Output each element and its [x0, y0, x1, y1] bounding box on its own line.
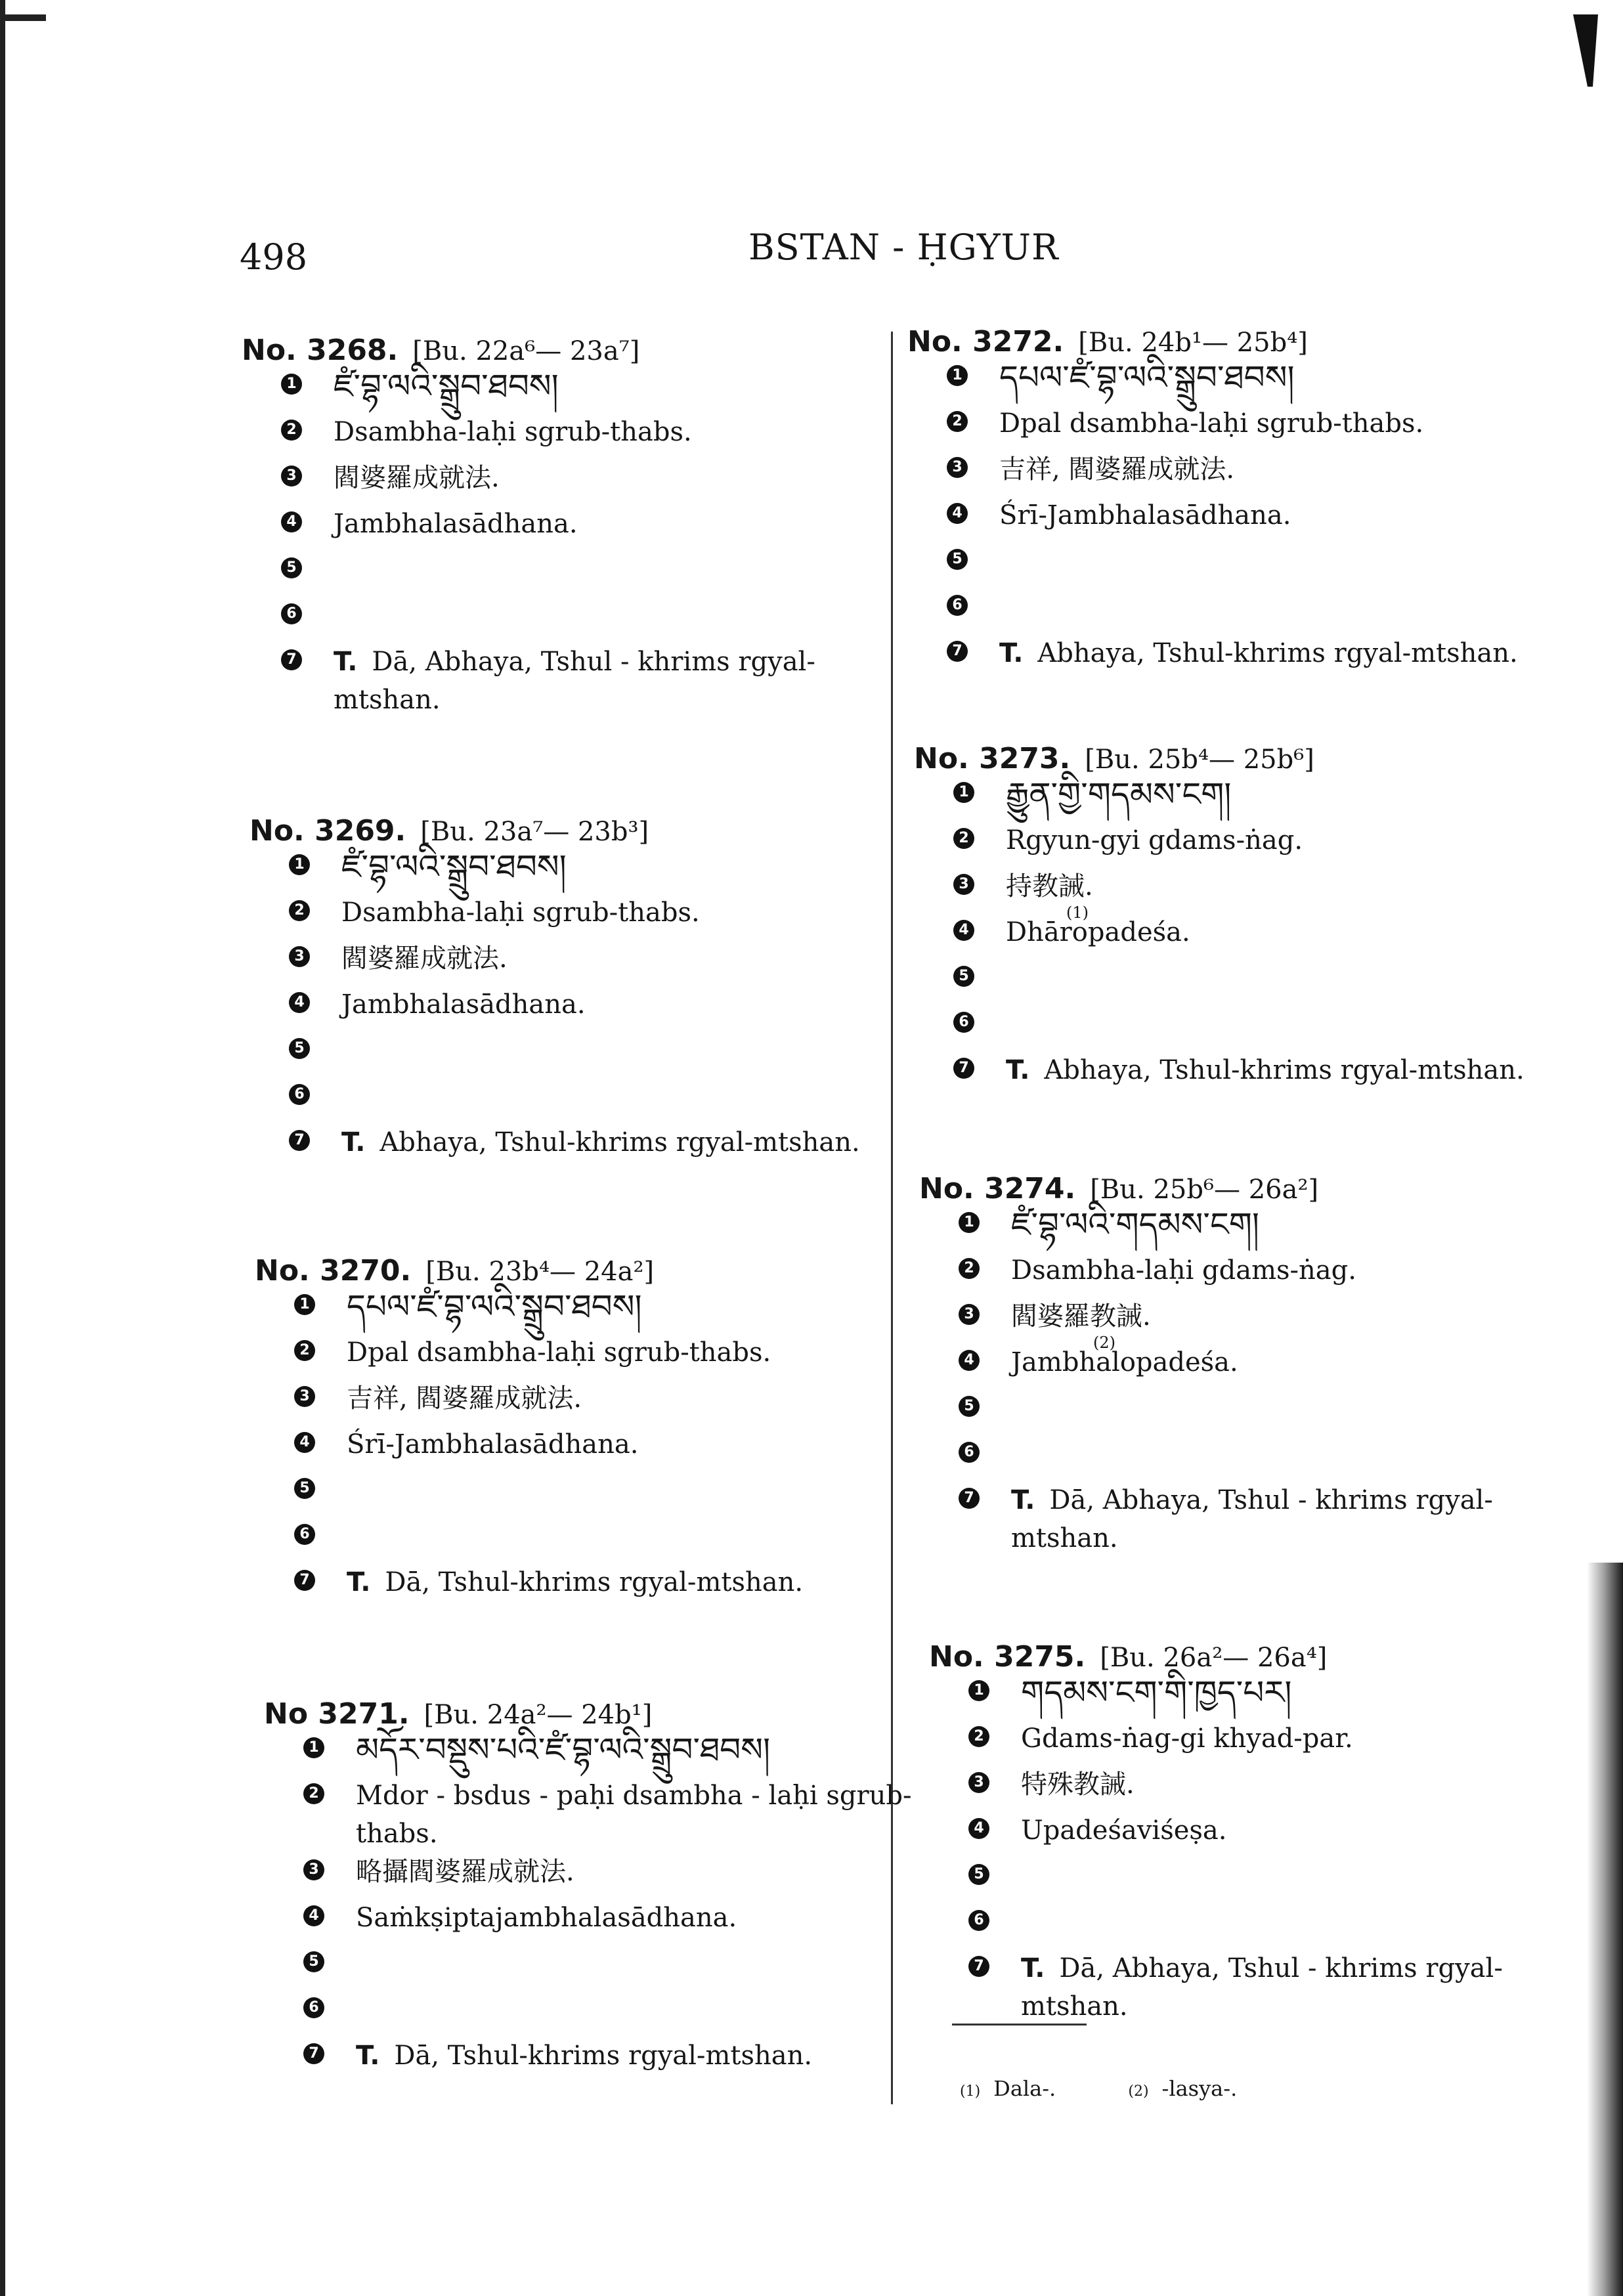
- row-sanskrit: [289, 986, 860, 1031]
- catalog-entry: [907, 325, 1518, 680]
- entry-number: No. 3269.: [249, 814, 406, 848]
- number-5-icon: 5: [281, 557, 302, 578]
- transliteration: Gdams-ṅag-gi khyad-par.: [1021, 1723, 1353, 1754]
- row-5: [959, 1389, 1493, 1435]
- transliteration: Mdor - bsdus - paḥi dsambha - laḥi sgrub-: [356, 1781, 912, 1811]
- scan-border-mark: [0, 0, 5, 2296]
- number-1-icon: 1: [281, 374, 302, 395]
- transliteration: Dsambha-laḥi sgrub-thabs.: [334, 417, 692, 447]
- row-chinese: [959, 1297, 1493, 1352]
- number-1-icon: 1: [289, 854, 310, 875]
- number-2-icon: 2: [303, 1783, 324, 1804]
- number-2-icon: 2: [281, 420, 302, 441]
- catalog-entry: [914, 742, 1525, 1097]
- catalog-entry: [242, 334, 815, 719]
- number-7-icon: 7: [289, 1130, 310, 1151]
- row-translators: [968, 1949, 1503, 2025]
- row-tibetan: [281, 367, 815, 413]
- number-3-icon: 3: [289, 946, 310, 967]
- entry-header: [242, 334, 815, 367]
- catalog-entry: [929, 1640, 1503, 2025]
- translators: Dā, Abhaya, Tshul - khrims rgyal-: [372, 647, 815, 677]
- footnote-ref-2: (2): [1093, 1333, 1115, 1352]
- tibetan-title: གདམས་ངག་གི་ཁྱད་པར།: [1021, 1674, 1292, 1712]
- row-5: [281, 551, 815, 597]
- number-3-icon: 3: [281, 466, 302, 487]
- sanskrit-title: Śrī-Jambhalasādhana.: [999, 500, 1291, 531]
- translator-marker: T.: [334, 647, 358, 677]
- number-2-icon: 2: [959, 1258, 980, 1279]
- sanskrit-title: Dhāropadeśa.: [1006, 917, 1190, 947]
- tibetan-title: ཛཾ་བྷ་ལའི་སྒྲུབ་ཐབས།: [334, 367, 559, 405]
- tibetan-title: དཔལ་ཛཾ་བྷ་ལའི་སྒྲུབ་ཐབས།: [999, 358, 1295, 397]
- number-1-icon: 1: [294, 1294, 315, 1315]
- translator-marker: T.: [1021, 1953, 1045, 1983]
- number-4-icon: 4: [947, 503, 968, 524]
- translators: Abhaya, Tshul-khrims rgyal-mtshan.: [1044, 1055, 1525, 1085]
- number-4-icon: 4: [289, 992, 310, 1013]
- translators-continued: mtshan.: [1011, 1523, 1118, 1553]
- number-4-icon: 4: [968, 1818, 989, 1839]
- sanskrit-title: Jambhalopadeśa.: [1011, 1347, 1238, 1377]
- translators: Abhaya, Tshul-khrims rgyal-mtshan.: [379, 1127, 860, 1158]
- scan-corner-mark: [5, 14, 46, 21]
- entry-ref: [Bu. 25b⁴— 25b⁶]: [1085, 745, 1314, 775]
- number-5-icon: 5: [303, 1951, 324, 1972]
- entry-header: [907, 325, 1518, 358]
- row-6: [303, 1991, 912, 2037]
- row-tibetan: [953, 775, 1525, 821]
- translators: Dā, Tshul-khrims rgyal-mtshan.: [394, 2041, 813, 2071]
- row-chinese: [294, 1379, 803, 1425]
- footnote-marker: (2): [1128, 2083, 1149, 2100]
- translators: Dā, Abhaya, Tshul - khrims rgyal-: [1059, 1953, 1503, 1983]
- row-translators: [281, 643, 815, 719]
- catalog-entry: [264, 1697, 912, 2083]
- row-chinese: [953, 867, 1525, 922]
- translator-marker: T.: [999, 638, 1024, 668]
- number-7-icon: 7: [303, 2043, 324, 2064]
- tibetan-title: ཛཾ་བྷ་ལའི་སྒྲུབ་ཐབས།: [341, 848, 567, 886]
- chinese-title: 閻婆羅成就法.: [341, 943, 508, 974]
- row-translators: [303, 2037, 912, 2083]
- row-5: [294, 1471, 803, 1517]
- number-3-icon: 3: [959, 1304, 980, 1325]
- entry-header: [264, 1697, 912, 1731]
- number-2-icon: 2: [947, 411, 968, 432]
- row-6: [294, 1517, 803, 1563]
- translator-marker: T.: [341, 1127, 366, 1158]
- number-4-icon: 4: [281, 511, 302, 532]
- catalog-entry: [919, 1172, 1493, 1557]
- entry-header: [249, 814, 860, 848]
- row-translators: [959, 1481, 1493, 1557]
- number-2-icon: 2: [294, 1340, 315, 1361]
- chinese-title: 持教誡.: [1006, 871, 1093, 901]
- row-transliteration: [959, 1251, 1493, 1297]
- translator-marker: T.: [347, 1567, 371, 1597]
- entry-header: [929, 1640, 1503, 1674]
- sanskrit-title: Śrī-Jambhalasādhana.: [347, 1429, 639, 1460]
- entry-number: No 3271.: [264, 1697, 410, 1731]
- row-6: [947, 588, 1518, 634]
- row-transliteration: [294, 1333, 803, 1379]
- page-number: 498: [240, 236, 308, 278]
- entry-number: No. 3274.: [919, 1172, 1076, 1205]
- row-chinese: [947, 450, 1518, 496]
- entry-number: No. 3270.: [255, 1254, 412, 1288]
- row-5: [953, 959, 1525, 1005]
- number-5-icon: 5: [947, 549, 968, 570]
- row-sanskrit: [968, 1811, 1503, 1857]
- number-6-icon: 6: [968, 1910, 989, 1931]
- number-5-icon: 5: [294, 1478, 315, 1499]
- entry-number: No. 3272.: [907, 325, 1064, 358]
- row-6: [953, 1005, 1525, 1051]
- translator-marker: T.: [1006, 1055, 1030, 1085]
- number-7-icon: 7: [947, 641, 968, 662]
- catalog-entry: [255, 1254, 803, 1609]
- row-5: [947, 542, 1518, 588]
- number-4-icon: 4: [303, 1905, 324, 1926]
- row-tibetan: [294, 1288, 803, 1333]
- tibetan-title: ཛཾ་བྷ་ལའི་གདམས་ངག།: [1011, 1205, 1259, 1244]
- footnotes: [960, 2076, 1237, 2101]
- row-5: [968, 1857, 1503, 1903]
- number-2-icon: 2: [953, 828, 974, 849]
- translators: Abhaya, Tshul-khrims rgyal-mtshan.: [1037, 638, 1518, 668]
- running-title: BSTAN - ḤGYUR: [748, 227, 1059, 268]
- row-sanskrit: [281, 505, 815, 551]
- tibetan-title: རྒྱུན་གྱི་གདམས་ངག།: [1006, 775, 1232, 813]
- row-6: [281, 597, 815, 643]
- number-5-icon: 5: [289, 1038, 310, 1059]
- footnote-text: -lasya-.: [1161, 2076, 1238, 2101]
- row-chinese: [281, 459, 815, 505]
- transliteration: Dpal dsambha-laḥi sgrub-thabs.: [999, 408, 1424, 439]
- row-5: [303, 1945, 912, 1991]
- number-6-icon: 6: [281, 603, 302, 624]
- chinese-title: 特殊教誡.: [1021, 1769, 1135, 1800]
- number-7-icon: 7: [294, 1570, 315, 1591]
- entry-number: No. 3268.: [242, 334, 399, 367]
- row-transliteration: [968, 1720, 1503, 1765]
- entry-header: [919, 1172, 1493, 1205]
- number-3-icon: 3: [294, 1386, 315, 1407]
- row-transliteration: [289, 894, 860, 940]
- row-tibetan: [959, 1205, 1493, 1251]
- number-3-icon: 3: [953, 874, 974, 895]
- footnote-ref-1: (1): [1066, 903, 1089, 922]
- row-tibetan: [947, 358, 1518, 404]
- footnote-text: Dala-.: [993, 2076, 1056, 2101]
- transliteration: Dpal dsambha-laḥi sgrub-thabs.: [347, 1337, 771, 1368]
- row-sanskrit: [303, 1899, 912, 1945]
- transliteration-continued: thabs.: [356, 1819, 438, 1849]
- entry-header: [914, 742, 1525, 775]
- row-5: [289, 1031, 860, 1077]
- tibetan-title: དཔལ་ཛཾ་བྷ་ལའི་སྒྲུབ་ཐབས།: [347, 1288, 642, 1326]
- chinese-title: 吉祥, 閻婆羅成就法.: [999, 454, 1235, 485]
- transliteration: Dsambha-laḥi gdams-ṅag.: [1011, 1255, 1356, 1286]
- footnote-rule: [952, 2024, 1087, 2025]
- number-6-icon: 6: [289, 1084, 310, 1105]
- number-5-icon: 5: [959, 1396, 980, 1417]
- row-6: [968, 1903, 1503, 1949]
- number-1-icon: 1: [959, 1212, 980, 1233]
- entry-ref: [Bu. 23b⁴— 24a²]: [425, 1257, 655, 1287]
- number-2-icon: 2: [289, 900, 310, 921]
- number-6-icon: 6: [953, 1012, 974, 1033]
- number-4-icon: 4: [959, 1350, 980, 1371]
- translators-continued: mtshan.: [1021, 1991, 1128, 2022]
- translator-marker: T.: [356, 2041, 380, 2071]
- row-transliteration: [303, 1777, 912, 1853]
- entry-header: [255, 1254, 803, 1288]
- number-4-icon: 4: [953, 920, 974, 941]
- transliteration: Rgyun-gyi gdams-ṅag.: [1006, 825, 1303, 856]
- entry-ref: [Bu. 24a²— 24b¹]: [423, 1700, 653, 1730]
- entry-ref: [Bu. 22a⁶— 23a⁷]: [412, 336, 640, 366]
- number-4-icon: 4: [294, 1432, 315, 1453]
- number-5-icon: 5: [968, 1864, 989, 1885]
- sanskrit-title: Jambhalasādhana.: [334, 509, 578, 539]
- row-sanskrit: [959, 1343, 1493, 1389]
- footnote-marker: (1): [960, 2083, 981, 2100]
- entry-ref: [Bu. 24b¹— 25b⁴]: [1078, 328, 1308, 358]
- tibetan-title: མདོར་བསྡུས་པའི་ཛཾ་བྷ་ལའི་སྒྲུབ་ཐབས།: [356, 1731, 771, 1769]
- entry-number: No. 3273.: [914, 742, 1071, 775]
- number-6-icon: 6: [294, 1524, 315, 1545]
- row-translators: [289, 1123, 860, 1169]
- number-6-icon: 6: [959, 1442, 980, 1463]
- row-tibetan: [289, 848, 860, 894]
- row-chinese: [303, 1853, 912, 1899]
- translators-continued: mtshan.: [334, 685, 441, 715]
- scan-corner-mark-right: [1573, 14, 1598, 87]
- row-transliteration: [281, 413, 815, 459]
- row-sanskrit: [953, 913, 1525, 959]
- row-transliteration: [953, 821, 1525, 867]
- entry-ref: [Bu. 23a⁷— 23b³]: [420, 817, 649, 847]
- row-sanskrit: [294, 1425, 803, 1471]
- number-7-icon: 7: [959, 1488, 980, 1509]
- translator-marker: T.: [1011, 1485, 1035, 1515]
- number-1-icon: 1: [947, 365, 968, 386]
- sanskrit-title: Saṁkṣiptajambhalasādhana.: [356, 1903, 737, 1933]
- number-6-icon: 6: [303, 1997, 324, 2018]
- catalog-entry: [249, 814, 860, 1169]
- number-7-icon: 7: [953, 1058, 974, 1079]
- row-translators: [294, 1563, 803, 1609]
- entry-ref: [Bu. 26a²— 26a⁴]: [1100, 1643, 1328, 1673]
- number-6-icon: 6: [947, 595, 968, 616]
- chinese-title: 吉祥, 閻婆羅成就法.: [347, 1383, 582, 1414]
- translators: Dā, Abhaya, Tshul - khrims rgyal-: [1049, 1485, 1493, 1515]
- row-chinese: [968, 1765, 1503, 1811]
- number-1-icon: 1: [303, 1737, 324, 1758]
- number-7-icon: 7: [968, 1956, 989, 1977]
- number-3-icon: 3: [968, 1772, 989, 1793]
- entry-number: No. 3275.: [929, 1640, 1086, 1674]
- row-sanskrit: [947, 496, 1518, 542]
- scan-edge-shadow: [1587, 1563, 1623, 2296]
- transliteration: Dsambha-laḥi sgrub-thabs.: [341, 898, 700, 928]
- row-6: [289, 1077, 860, 1123]
- number-1-icon: 1: [953, 782, 974, 803]
- row-translators: [947, 634, 1518, 680]
- number-3-icon: 3: [947, 457, 968, 478]
- chinese-title: 閻婆羅教誡.: [1011, 1301, 1151, 1332]
- sanskrit-title: Upadeśaviśeṣa.: [1021, 1815, 1227, 1846]
- row-tibetan: [303, 1731, 912, 1777]
- number-5-icon: 5: [953, 966, 974, 987]
- number-2-icon: 2: [968, 1726, 989, 1747]
- row-transliteration: [947, 404, 1518, 450]
- row-translators: [953, 1051, 1525, 1097]
- translators: Dā, Tshul-khrims rgyal-mtshan.: [385, 1567, 804, 1597]
- number-7-icon: 7: [281, 649, 302, 670]
- number-3-icon: 3: [303, 1859, 324, 1880]
- chinese-title: 閻婆羅成就法.: [334, 463, 500, 493]
- sanskrit-title: Jambhalasādhana.: [341, 989, 586, 1020]
- number-1-icon: 1: [968, 1680, 989, 1701]
- row-6: [959, 1435, 1493, 1481]
- row-chinese: [289, 940, 860, 986]
- chinese-title: 略攝閻婆羅成就法.: [356, 1857, 574, 1887]
- row-tibetan: [968, 1674, 1503, 1720]
- entry-ref: [Bu. 25b⁶— 26a²]: [1090, 1175, 1319, 1205]
